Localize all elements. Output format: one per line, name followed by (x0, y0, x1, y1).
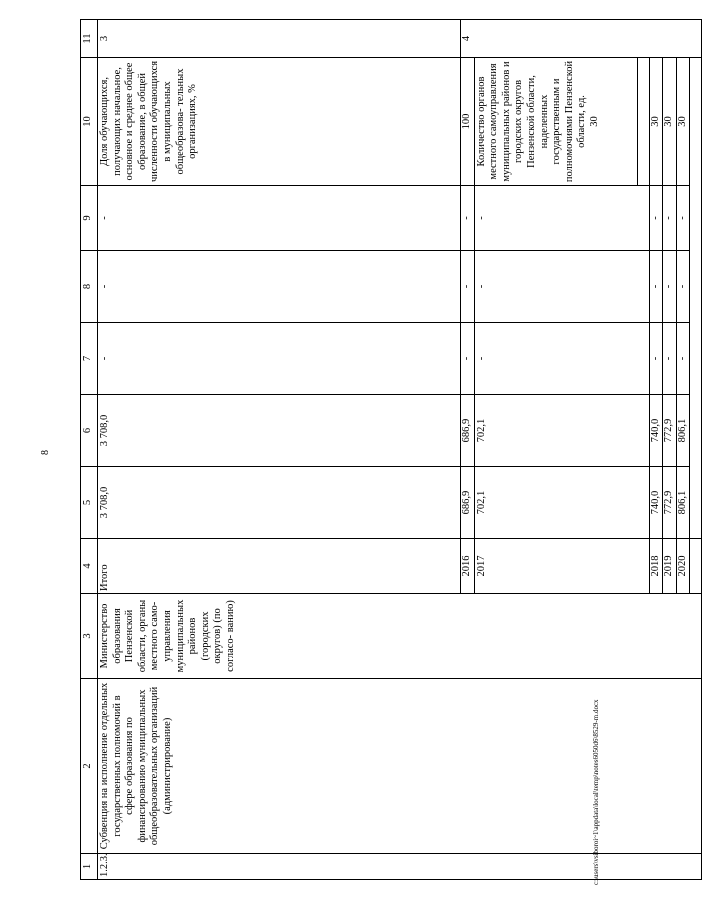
value-cell: 30 (663, 58, 677, 186)
indicator-2-value: 30 (588, 116, 600, 127)
value-cell: - (474, 251, 649, 323)
value-cell: 772,9 (663, 395, 677, 467)
row-code: 1.2.3. (98, 854, 702, 880)
total-col7: - (98, 323, 461, 395)
row-executor: Министерство образования Пензенской области, органы местного само- управления муниципальных районов (городских округов) (по согласо- ванию) (98, 594, 702, 679)
header-cell: 5 (81, 467, 98, 539)
year-cell: 2019 (663, 539, 677, 594)
indicator-2-num: 4 (461, 20, 702, 58)
indicator-2 (474, 58, 637, 186)
value-cell: - (649, 186, 663, 251)
value-cell: 702,1 (474, 395, 649, 467)
header-cell: 4 (81, 539, 98, 594)
header-row (81, 20, 98, 880)
spacer-cell (690, 58, 702, 539)
year-cell: 2018 (649, 539, 663, 594)
value-cell: - (676, 251, 690, 323)
value-cell: - (461, 323, 475, 395)
row-title: Субвенция на исполнение отдельных государственных полномочий в сфере образования по финансированию муниципальных общеобразовательных организаций (администрирование) (98, 679, 702, 854)
total-col5: 3 708,0 (98, 467, 461, 539)
spacer-cell (690, 539, 702, 594)
value-cell: 686,9 (461, 395, 475, 467)
indicator-2-text: Количество органов местного самоуправления муниципальных районов и городских округов Пензенской области, наделенных государственным и полномочиями Пензенской области, ед. (475, 60, 588, 183)
value-cell: 30 (676, 58, 690, 186)
value-cell: - (649, 251, 663, 323)
spacer-cell (637, 58, 649, 186)
value-cell: 740,0 (649, 467, 663, 539)
value-cell: 686,9 (461, 467, 475, 539)
value-cell: - (676, 186, 690, 251)
value-cell: 702,1 (474, 467, 649, 539)
value-cell: - (474, 323, 649, 395)
year-cell: 2020 (676, 539, 690, 594)
program-table (80, 19, 702, 880)
total-label: Итого (98, 539, 461, 594)
table-row (98, 20, 461, 880)
value-cell: 740,0 (649, 395, 663, 467)
value-cell: 100 (461, 58, 475, 186)
value-cell: 806,1 (676, 395, 690, 467)
header-cell: 9 (81, 186, 98, 251)
value-cell: - (649, 323, 663, 395)
footer-path: c:\users\vsiboroi~1\appdata\local\temp\notes6050d6\8529-m.docx (592, 699, 600, 885)
header-cell: 7 (81, 323, 98, 395)
value-cell: - (474, 186, 649, 251)
header-cell: 10 (81, 58, 98, 186)
indicator-1-num: 3 (98, 20, 461, 58)
value-cell: - (663, 323, 677, 395)
value-cell: 772,9 (663, 467, 677, 539)
value-cell: - (676, 323, 690, 395)
header-cell: 3 (81, 594, 98, 679)
value-cell: - (461, 186, 475, 251)
page-number: 8 (40, 450, 51, 455)
value-cell: - (663, 186, 677, 251)
total-col6: 3 708,0 (98, 395, 461, 467)
total-col8: - (98, 251, 461, 323)
value-cell: 806,1 (676, 467, 690, 539)
header-cell: 6 (81, 395, 98, 467)
year-cell: 2017 (474, 539, 649, 594)
header-cell: 8 (81, 251, 98, 323)
value-cell: - (461, 251, 475, 323)
total-col9: - (98, 186, 461, 251)
header-cell: 2 (81, 679, 98, 854)
year-cell: 2016 (461, 539, 475, 594)
header-cell: 11 (81, 20, 98, 58)
indicator-1: Доля обучающихся, получающих начальное, основное и среднее общее образование, в общей численности обучающихся в муниципальных общеобразова- тельных организациях, % (98, 58, 461, 186)
header-cell: 1 (81, 854, 98, 880)
value-cell: 30 (649, 58, 663, 186)
value-cell: - (663, 251, 677, 323)
